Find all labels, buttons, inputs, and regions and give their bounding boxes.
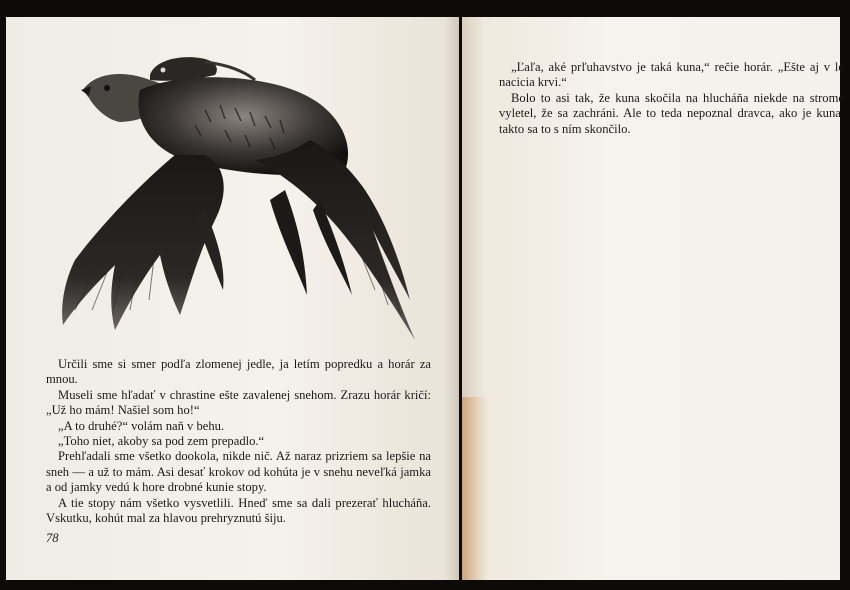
page-stain bbox=[462, 397, 488, 580]
paragraph: A tie stopy nám všetko vysvetlili. Hneď sme sa dali prezerať hlucháňa. Vskutku, kohút mal za hlavou prehryznutú šiju. bbox=[46, 495, 431, 526]
paragraph: „Toho niet, akoby sa pod zem prepadlo.“ bbox=[58, 434, 265, 449]
left-page-text bbox=[46, 357, 431, 526]
right-page-text bbox=[499, 60, 844, 137]
paragraph: Museli sme hľadať v chrastine ešte zavalenej snehom. Zrazu horár kričí: „Už ho mám! Našiel som ho!“ bbox=[46, 387, 431, 418]
paragraph: Bolo to asi tak, že kuna skočila na hlucháňa niekde na strome vyletel, že sa zachráni. Ale to teda nepoznal dravca, ako je kuna. takto sa to s ním skončilo. bbox=[499, 90, 844, 136]
book-top-shadow bbox=[0, 0, 850, 17]
paragraph: „Ľaľa, aké prľuhavstvo je taká kuna,“ rečie horár. „Ešte aj v le nacicia krvi.“ bbox=[499, 60, 844, 90]
paragraph: Prehľadali sme všetko dookola, nikde nič. Až naraz prizriem sa lepšie na sneh — a už to mám. Asi desať krokov od kohúta je v snehu neveľká jamka a od jamky vedú k hore drobné kunie stopy. bbox=[46, 449, 431, 495]
capercaillie-marten-illustration bbox=[55, 50, 425, 345]
paragraph: Určili sme si smer podľa zlomenej jedle, ja letím popredku a horár za mnou. bbox=[46, 357, 431, 387]
paragraph: „A to druhé?“ volám naň v behu. bbox=[58, 418, 225, 433]
page-number: 78 bbox=[46, 531, 59, 545]
